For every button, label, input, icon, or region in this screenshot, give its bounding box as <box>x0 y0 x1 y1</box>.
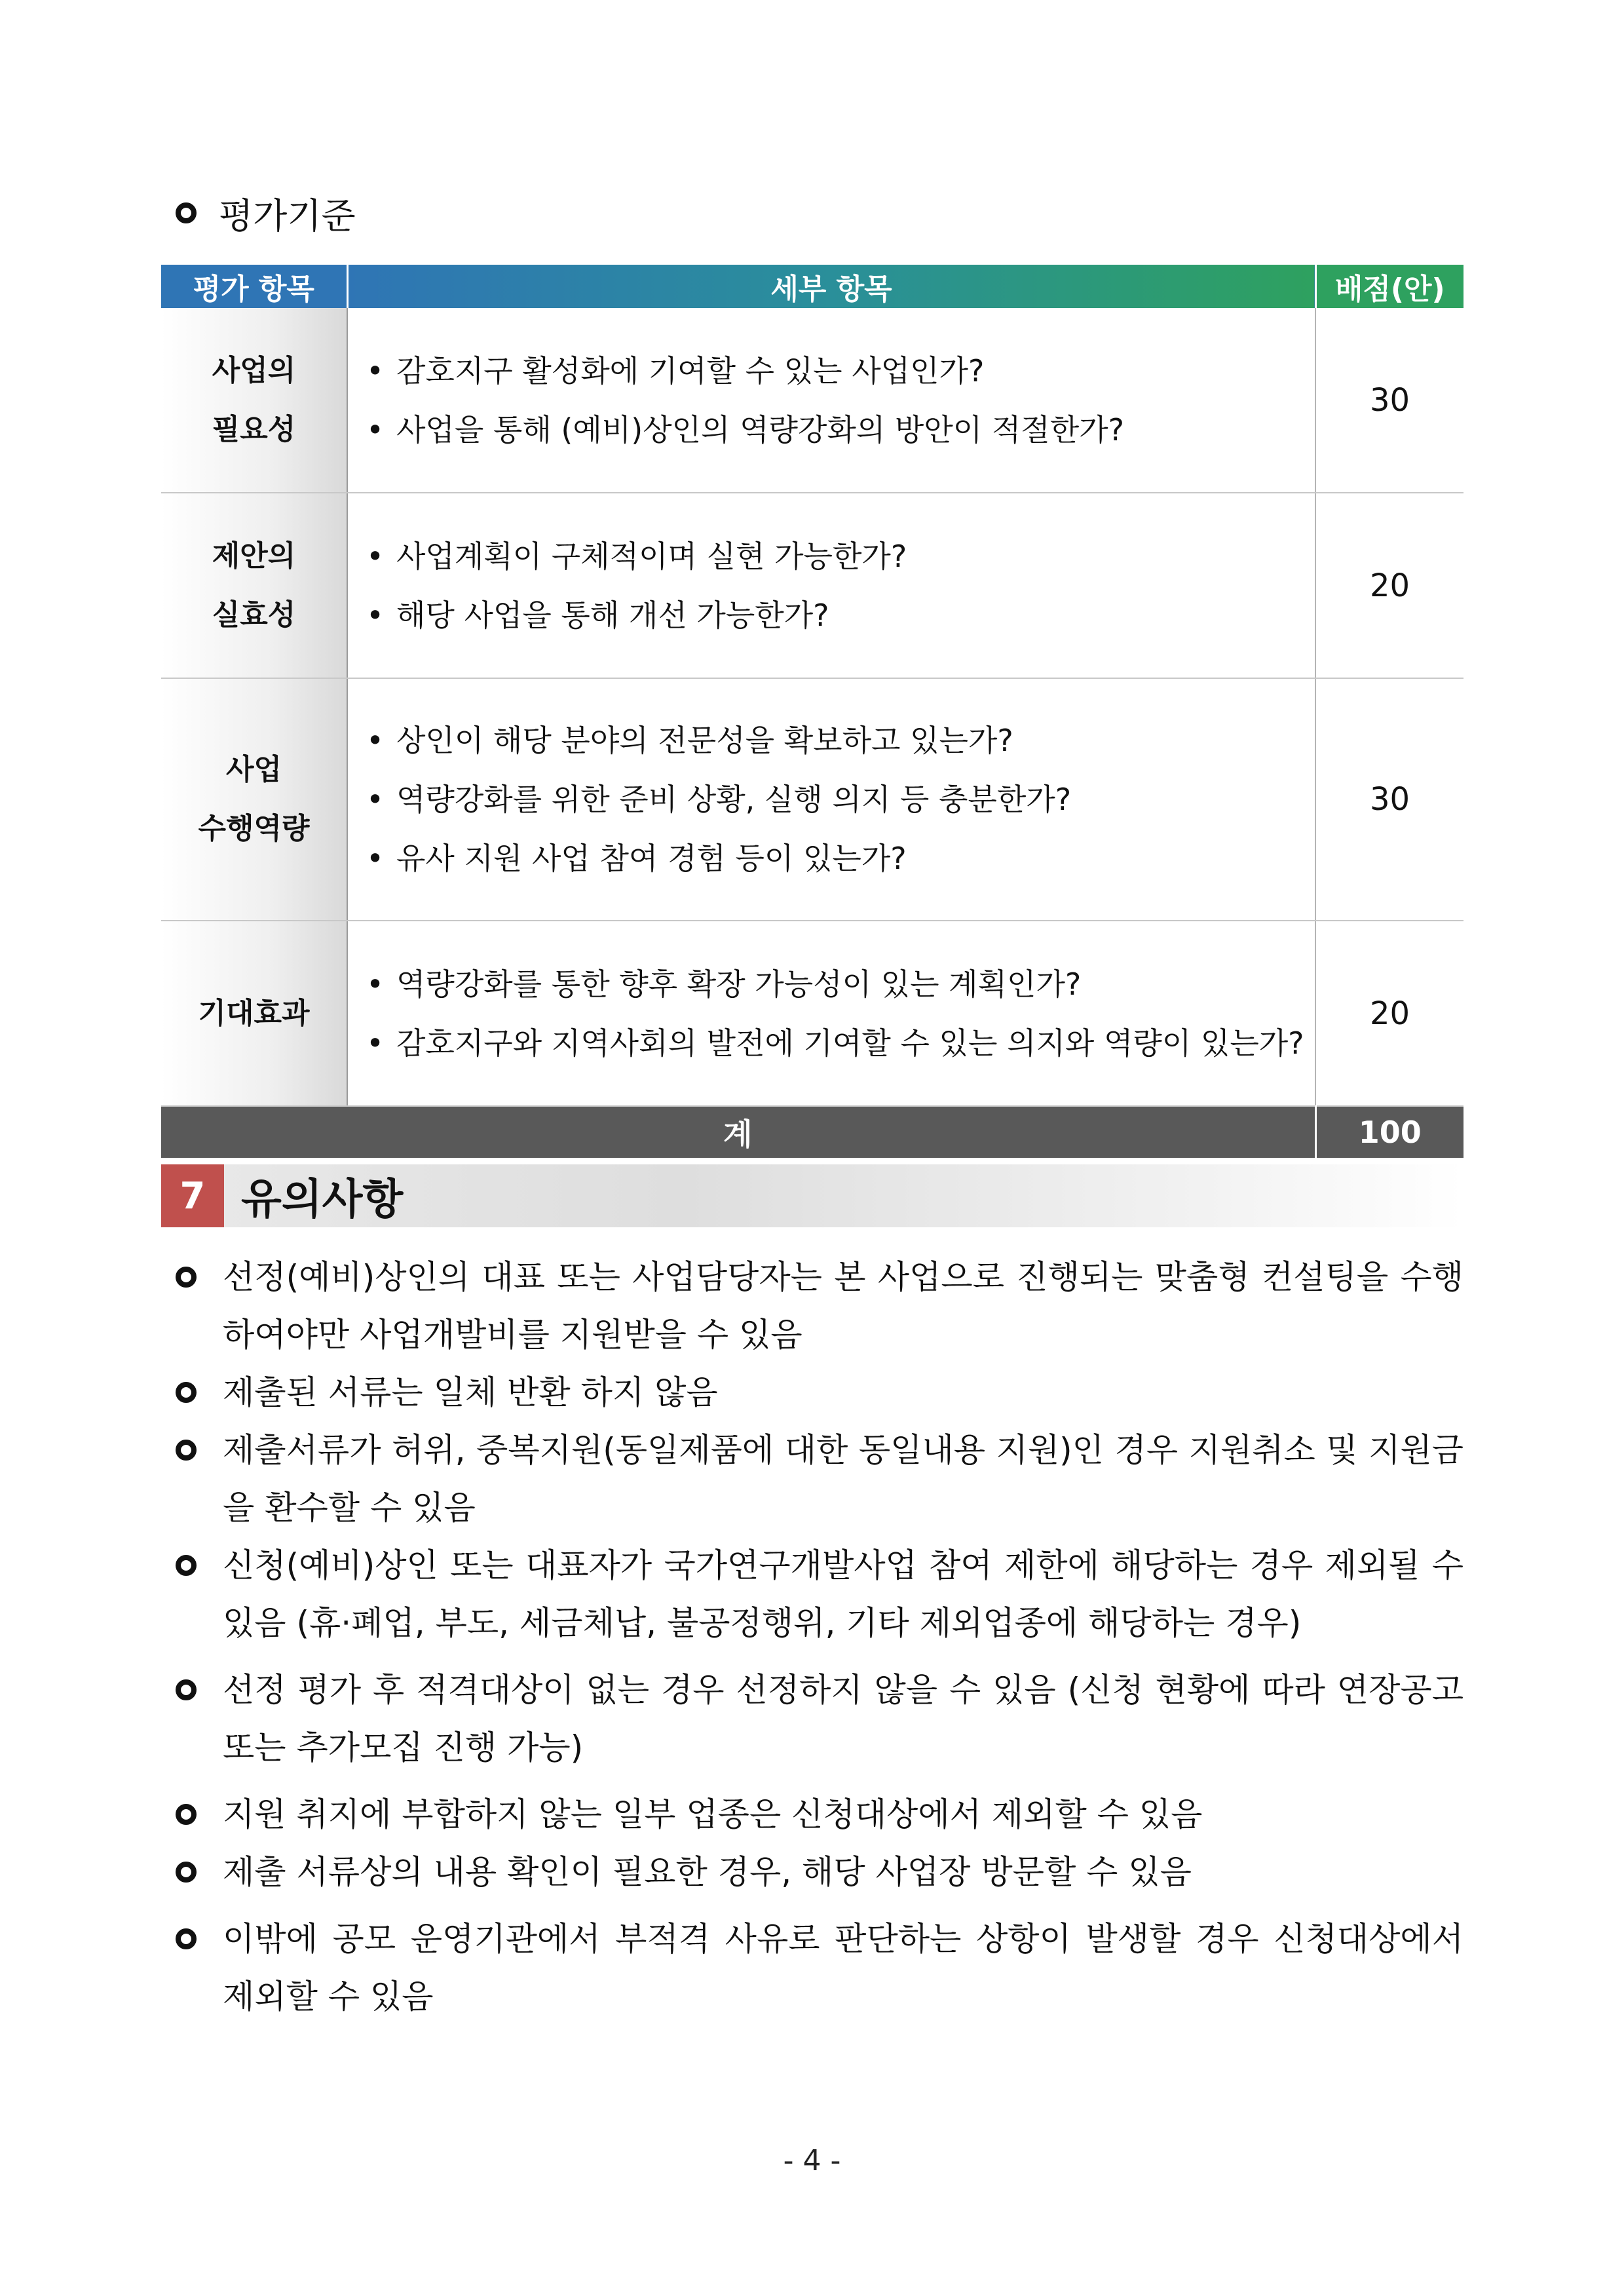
hollow-circle-bullet-icon <box>176 1804 197 1825</box>
page-number: - 4 - <box>783 2144 841 2177</box>
hollow-circle-bullet-icon <box>176 1928 197 1949</box>
eval-criteria-title: 평가기준 <box>219 195 356 237</box>
hollow-circle-bullet-icon <box>176 1679 197 1700</box>
row-score: 30 <box>1315 308 1463 493</box>
list-item: • 역량강화를 위한 준비 상황, 실행 의지 등 충분한가? <box>366 782 1072 817</box>
hollow-circle-bullet-icon <box>176 1267 197 1288</box>
header-category: 평가 항목 <box>161 265 347 308</box>
section-number: 7 <box>161 1164 224 1227</box>
list-item: 지원 취지에 부합하지 않는 일부 업종은 신청대상에서 제외할 수 있음 <box>176 1786 1463 1843</box>
total-label: 계 <box>161 1106 1315 1158</box>
table-row <box>161 493 1463 678</box>
list-item: • 사업을 통해 (예비)상인의 역량강화의 방안이 적절한가? <box>366 411 1125 448</box>
list-item: 제출서류가 허위, 중복지원(동일제품에 대한 동일내용 지원)인 경우 지원취소 및 지원금을 환수할 수 있음 <box>176 1421 1463 1537</box>
row-items <box>347 493 1315 678</box>
hollow-circle-bullet-icon <box>176 1862 197 1883</box>
row-items <box>347 308 1315 493</box>
list-item: 선정(예비)상인의 대표 또는 사업담당자는 본 사업으로 진행되는 맞춤형 컨설팅을 수행하여야만 사업개발비를 지원받을 수 있음 <box>176 1248 1463 1364</box>
list-item: • 역량강화를 통한 향후 확장 가능성이 있는 계획인가? <box>366 966 1082 1002</box>
list-item: • 유사 지원 사업 참여 경험 등이 있는가? <box>366 841 907 876</box>
row-score: 20 <box>1315 493 1463 678</box>
hollow-circle-bullet-icon <box>176 1555 197 1576</box>
row-items <box>347 678 1315 921</box>
list-item: 신청(예비)상인 또는 대표자가 국가연구개발사업 참여 제한에 해당하는 경우 제외될 수 있음 (휴·폐업, 부도, 세금체납, 불공정행위, 기타 제외업종에 해당하는 경우) <box>176 1537 1463 1652</box>
list-item: 선정 평가 후 적격대상이 없는 경우 선정하지 않을 수 있음 (신청 현황에 따라 연장공고 또는 추가모집 진행 가능) <box>176 1661 1463 1776</box>
row-category: 기대효과 <box>161 921 347 1106</box>
list-item: • 상인이 해당 분야의 전문성을 확보하고 있는가? <box>366 723 1013 758</box>
table-row <box>161 921 1463 1106</box>
table-row <box>161 678 1463 921</box>
total-score: 100 <box>1315 1106 1463 1158</box>
row-category: 사업의 필요성 <box>161 308 347 493</box>
row-category: 사업 수행역량 <box>161 678 347 921</box>
list-item: • 감호지구와 지역사회의 발전에 기여할 수 있는 의지와 역량이 있는가? <box>366 1025 1304 1061</box>
header-score: 배점(안) <box>1315 265 1463 308</box>
header-details: 세부 항목 <box>347 265 1315 308</box>
table-header-row <box>161 265 1463 308</box>
list-item: 제출된 서류는 일체 반환 하지 않음 <box>176 1364 1463 1421</box>
list-item: 이밖에 공모 운영기관에서 부적격 사유로 판단하는 상항이 발생할 경우 신청대상에서 제외할 수 있음 <box>176 1910 1463 2025</box>
section-title: 유의사항 <box>241 1176 404 1224</box>
row-items <box>347 921 1315 1106</box>
row-category: 제안의 실효성 <box>161 493 347 678</box>
row-score: 30 <box>1315 678 1463 921</box>
hollow-circle-bullet-icon <box>176 1440 197 1461</box>
notes-list <box>176 1248 1463 2025</box>
hollow-circle-bullet-icon <box>176 1382 197 1403</box>
row-score: 20 <box>1315 921 1463 1106</box>
evaluation-table <box>161 265 1463 1158</box>
list-item: 제출 서류상의 내용 확인이 필요한 경우, 해당 사업장 방문할 수 있음 <box>176 1843 1463 1901</box>
list-item: • 사업계획이 구체적이며 실현 가능한가? <box>366 538 907 574</box>
list-item: • 해당 사업을 통해 개선 가능한가? <box>366 597 829 633</box>
hollow-circle-bullet-icon <box>176 202 197 223</box>
list-item: • 감호지구 활성화에 기여할 수 있는 사업인가? <box>366 353 985 389</box>
table-row <box>161 308 1463 493</box>
eval-criteria-heading <box>176 187 356 239</box>
table-total-row <box>161 1106 1463 1158</box>
